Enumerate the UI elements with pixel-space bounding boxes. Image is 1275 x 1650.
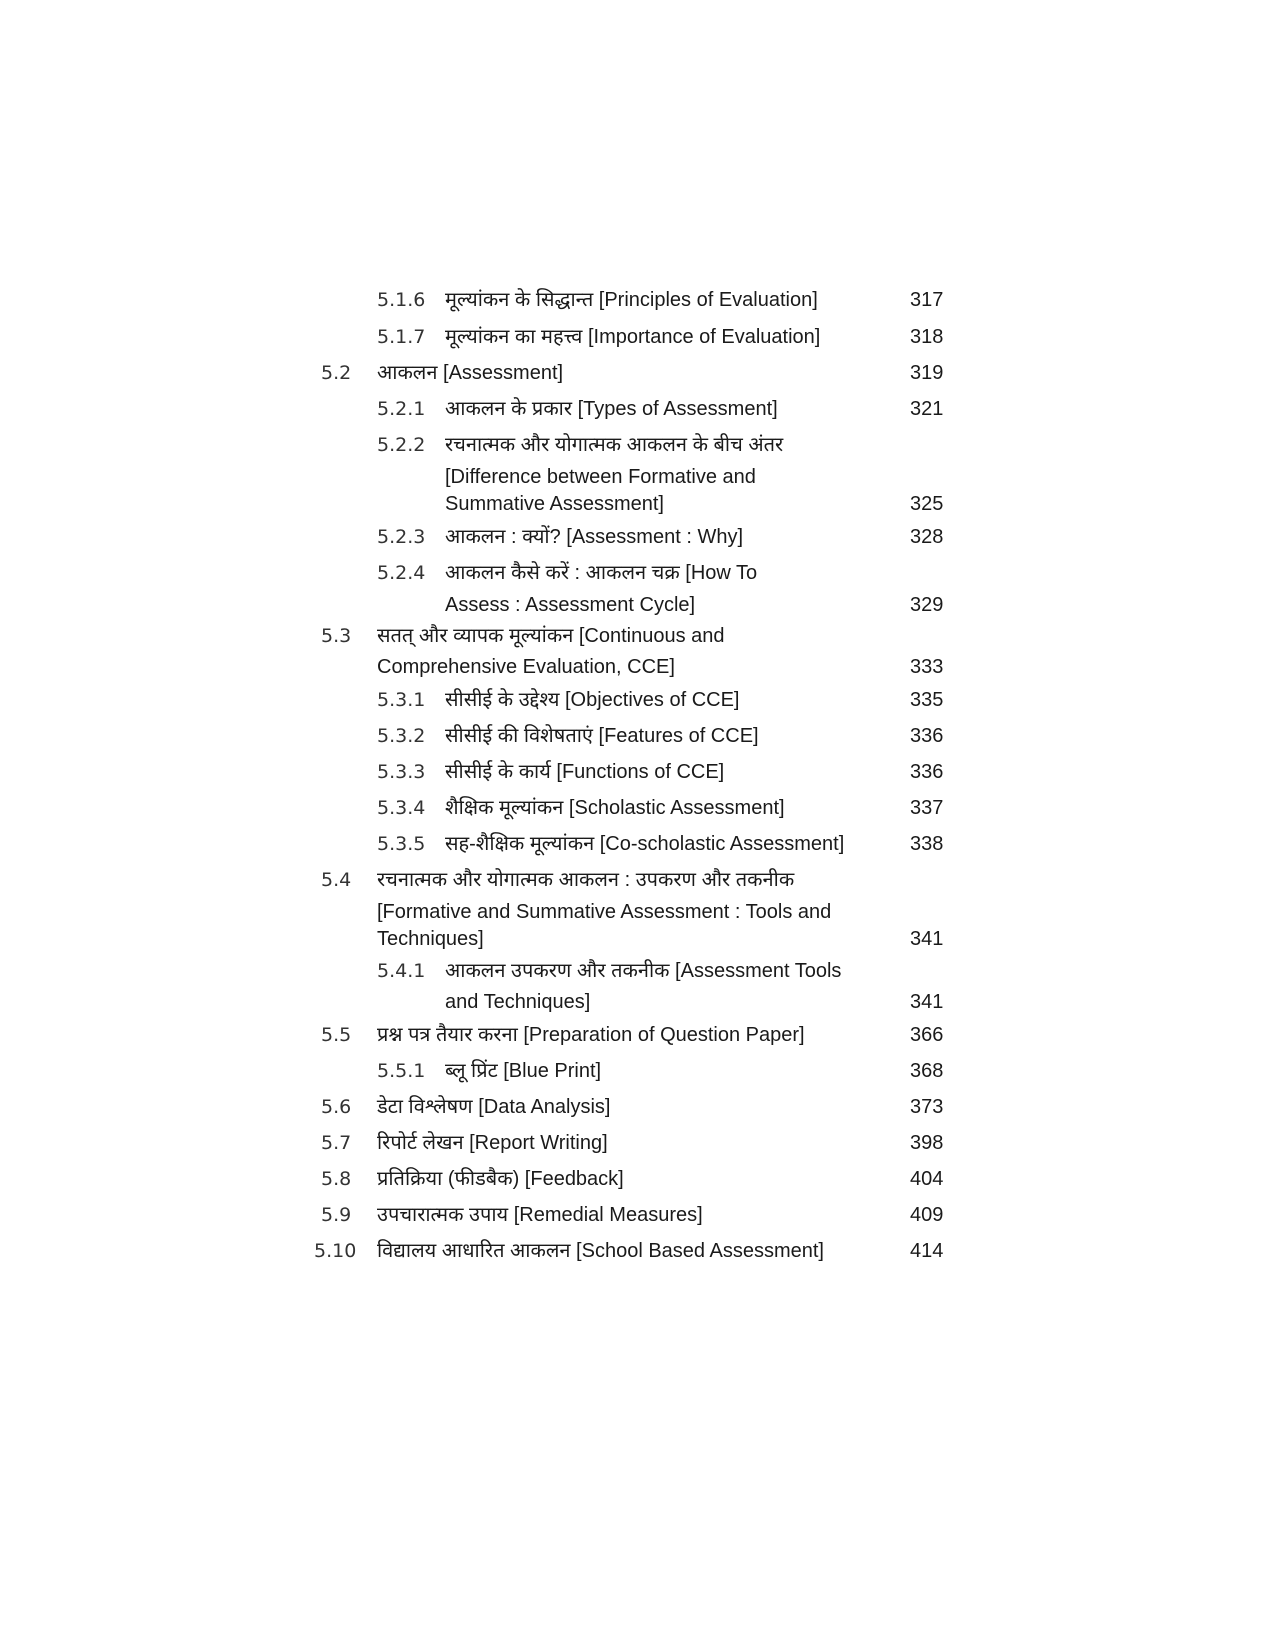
section-number: 5.3.4 bbox=[377, 797, 426, 819]
section-title: ब्लू प्रिंट [Blue Print] bbox=[445, 1060, 602, 1082]
section-title: विद्यालय आधारित आकलन [School Based Assessment] bbox=[377, 1240, 824, 1262]
section-number: 5.9 bbox=[321, 1204, 352, 1226]
section-title-line: Techniques] bbox=[377, 928, 484, 950]
section-number: 5.10 bbox=[314, 1240, 357, 1262]
page-number: 373 bbox=[910, 1096, 944, 1118]
section-title: आकलन के प्रकार [Types of Assessment] bbox=[445, 398, 778, 420]
page-number: 318 bbox=[910, 326, 944, 348]
section-title-line: रचनात्मक और योगात्मक आकलन : उपकरण और तकनीक bbox=[377, 869, 795, 891]
section-number: 5.2.1 bbox=[377, 398, 426, 420]
section-title-line: Comprehensive Evaluation, CCE] bbox=[377, 656, 675, 678]
section-number: 5.7 bbox=[321, 1132, 352, 1154]
page-number: 336 bbox=[910, 761, 944, 783]
section-number: 5.2.3 bbox=[377, 526, 426, 548]
page-number: 336 bbox=[910, 725, 944, 747]
page-number: 321 bbox=[910, 398, 944, 420]
section-title-line: रचनात्मक और योगात्मक आकलन के बीच अंतर bbox=[445, 434, 784, 456]
section-title: आकलन [Assessment] bbox=[377, 362, 564, 384]
section-title: डेटा विश्लेषण [Data Analysis] bbox=[377, 1096, 611, 1118]
section-title-line: Summative Assessment] bbox=[445, 493, 664, 515]
section-number: 5.3.5 bbox=[377, 833, 426, 855]
page-number: 341 bbox=[910, 928, 944, 950]
section-number: 5.5 bbox=[321, 1024, 352, 1046]
page-number: 409 bbox=[910, 1204, 944, 1226]
page-number: 329 bbox=[910, 594, 944, 616]
page-number: 398 bbox=[910, 1132, 944, 1154]
section-title: आकलन : क्यों? [Assessment : Why] bbox=[445, 526, 743, 548]
section-title: सीसीई की विशेषताएं [Features of CCE] bbox=[445, 725, 759, 747]
section-title: सीसीई के कार्य [Functions of CCE] bbox=[445, 761, 725, 783]
page-number: 328 bbox=[910, 526, 944, 548]
page-number: 341 bbox=[910, 991, 944, 1013]
section-number: 5.8 bbox=[321, 1168, 352, 1190]
section-title-line: आकलन कैसे करें : आकलन चक्र [How To bbox=[445, 562, 758, 584]
section-number: 5.6 bbox=[321, 1096, 352, 1118]
section-number: 5.3.2 bbox=[377, 725, 426, 747]
section-title: सह-शैक्षिक मूल्यांकन [Co-scholastic Assessment] bbox=[445, 833, 845, 855]
page-number: 414 bbox=[910, 1240, 944, 1262]
section-title: रिपोर्ट लेखन [Report Writing] bbox=[377, 1132, 608, 1154]
section-title: सीसीई के उद्देश्य [Objectives of CCE] bbox=[445, 689, 740, 711]
page-number: 338 bbox=[910, 833, 944, 855]
page-number: 335 bbox=[910, 689, 944, 711]
section-number: 5.3.3 bbox=[377, 761, 426, 783]
page-number: 325 bbox=[910, 493, 944, 515]
section-number: 5.5.1 bbox=[377, 1060, 426, 1082]
page-number: 319 bbox=[910, 362, 944, 384]
section-number: 5.2.2 bbox=[377, 434, 426, 456]
page-number: 404 bbox=[910, 1168, 944, 1190]
section-number: 5.1.7 bbox=[377, 326, 426, 348]
page-number: 366 bbox=[910, 1024, 944, 1046]
section-number: 5.2.4 bbox=[377, 562, 426, 584]
section-title: प्रश्न पत्र तैयार करना [Preparation of Question Paper] bbox=[377, 1024, 805, 1046]
section-number: 5.4.1 bbox=[377, 960, 426, 982]
section-title: प्रतिक्रिया (फीडबैक) [Feedback] bbox=[377, 1168, 624, 1190]
section-title-line: [Formative and Summative Assessment : Tools and bbox=[377, 901, 832, 923]
page-number: 317 bbox=[910, 289, 944, 311]
section-number: 5.1.6 bbox=[377, 289, 426, 311]
section-title: मूल्यांकन का महत्त्व [Importance of Evaluation] bbox=[445, 326, 821, 348]
section-title: शैक्षिक मूल्यांकन [Scholastic Assessment] bbox=[445, 797, 785, 819]
section-title-line: [Difference between Formative and bbox=[445, 466, 756, 488]
page-number: 337 bbox=[910, 797, 944, 819]
page-number: 368 bbox=[910, 1060, 944, 1082]
section-number: 5.3 bbox=[321, 625, 352, 647]
section-title-line: and Techniques] bbox=[445, 991, 591, 1013]
section-title: उपचारात्मक उपाय [Remedial Measures] bbox=[377, 1204, 703, 1226]
section-title-line: सतत् और व्यापक मूल्यांकन [Continuous and bbox=[377, 625, 725, 647]
page-number: 333 bbox=[910, 656, 944, 678]
section-title: मूल्यांकन के सिद्धान्त [Principles of Evaluation] bbox=[445, 289, 818, 311]
section-number: 5.4 bbox=[321, 869, 352, 891]
section-number: 5.3.1 bbox=[377, 689, 426, 711]
section-number: 5.2 bbox=[321, 362, 352, 384]
section-title-line: आकलन उपकरण और तकनीक [Assessment Tools bbox=[445, 960, 842, 982]
section-title-line: Assess : Assessment Cycle] bbox=[445, 594, 696, 616]
